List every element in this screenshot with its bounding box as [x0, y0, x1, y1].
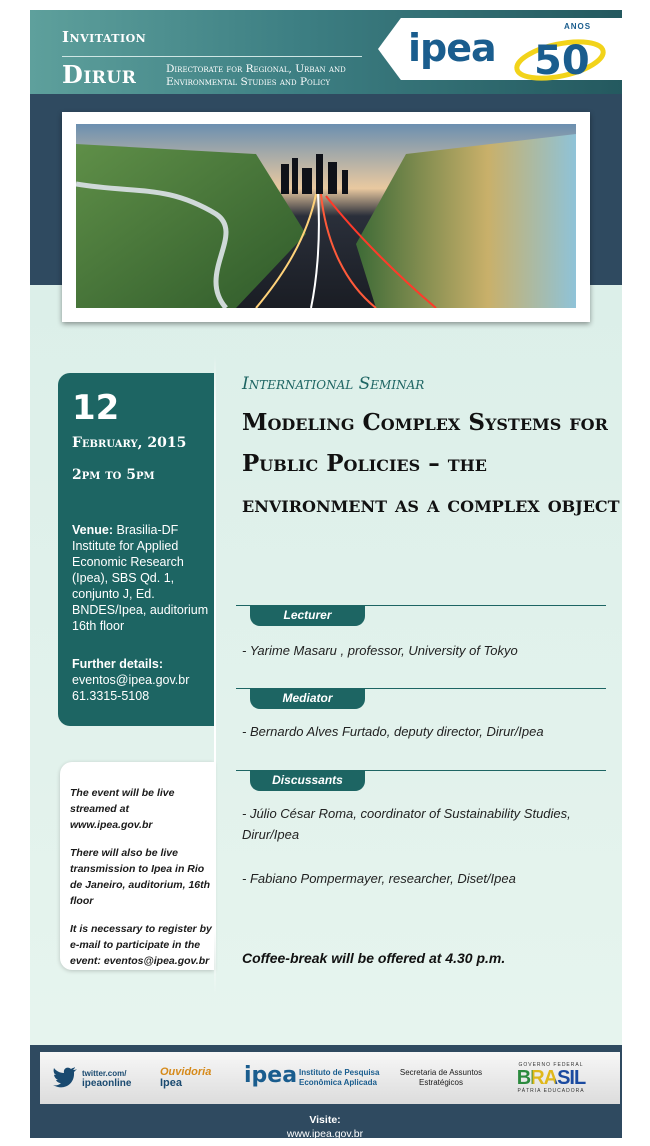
contact-phone: 61.3315-5108 — [72, 689, 150, 703]
stream-note: The event will be live streamed at www.ipea.gov.br — [70, 787, 175, 831]
governo-federal-logo — [505, 1062, 597, 1094]
footer-ipea-full-name: Instituto de Pesquisa Econômica Aplicada — [299, 1068, 380, 1087]
sae-logo-text: Secretaria de Assuntos Estratégicos — [399, 1068, 483, 1087]
column-divider — [214, 355, 216, 995]
venue-text: Brasilia-DF Institute for Applied Economic Research (Ipea), SBS Qd. 1, conjunto J, Ed. BNDES/Ipea, auditorium 16th floor — [72, 523, 209, 633]
twitter-bird-icon[interactable] — [52, 1066, 78, 1088]
seminar-kicker: International Seminar — [242, 374, 425, 394]
coffee-break-note: Coffee-break will be offered at 4.30 p.m. — [242, 950, 506, 966]
footer-ipea-logo[interactable]: ipea — [244, 1063, 298, 1088]
twitter-url-prefix[interactable]: twitter.com/ — [82, 1069, 127, 1078]
further-details-label: Further details: — [72, 657, 163, 671]
stream-info-text — [70, 785, 212, 981]
stream-note: It is necessary to register by e-mail to participate in the event: eventos@ipea.gov.br — [70, 923, 212, 967]
ipea-logo: ipea — [408, 26, 496, 70]
stream-note: There will also be live transmission to Ipea in Rio de Janeiro, auditorium, 16th floor — [70, 847, 211, 907]
gov-bottom-text: PÁTRIA EDUCADORA — [517, 1088, 585, 1094]
further-details-block — [72, 656, 212, 704]
dirur-full-name: Directorate for Regional, Urban and Environmental Studies and Policy — [166, 63, 346, 88]
contact-email[interactable]: eventos@ipea.gov.br — [72, 673, 190, 687]
ouvidoria-ipea-label[interactable]: Ipea — [160, 1077, 183, 1089]
dirur-heading: Dirur — [62, 60, 137, 89]
gov-main-text: BRASIL — [505, 1068, 597, 1088]
discussants-tab: Discussants — [250, 771, 365, 791]
ipea-50-years-logo — [512, 30, 612, 82]
discussant-entry: - Fabiano Pompermayer, researcher, Diset/Ipea — [242, 871, 516, 886]
venue-block — [72, 522, 212, 634]
seminar-title: Modeling Complex Systems for Public Policies – the environment as a complex object — [242, 409, 620, 518]
logo-anos-text: ANOS — [564, 22, 592, 31]
mediator-tab: Mediator — [250, 689, 365, 709]
ouvidoria-label[interactable]: Ouvidoria — [160, 1066, 212, 1078]
header-divider — [62, 56, 362, 57]
visit-label: Visite: — [309, 1114, 341, 1126]
invitation-heading: Invitation — [62, 28, 147, 46]
event-time: 2pm to 5pm — [72, 467, 155, 483]
venue-label: Venue: — [72, 523, 113, 537]
discussant-entry: - Júlio César Roma, coordinator of Sustainability Studies, Dirur/Ipea — [242, 806, 571, 842]
lecturer-entry: - Yarime Masaru , professor, University of Tokyo — [242, 643, 518, 658]
visit-url-link[interactable]: www.ipea.gov.br — [286, 1128, 364, 1140]
event-day: 12 — [72, 388, 120, 428]
event-month-year: February, 2015 — [72, 435, 187, 451]
lecturer-tab: Lecturer — [250, 606, 365, 626]
logo-years-text: 50 — [534, 38, 590, 82]
banner-photo — [76, 124, 576, 308]
mediator-entry: - Bernardo Alves Furtado, deputy director, Dirur/Ipea — [242, 724, 544, 739]
twitter-handle[interactable]: ipeaonline — [82, 1078, 132, 1089]
gov-top-text: GOVERNO FEDERAL — [518, 1062, 584, 1068]
